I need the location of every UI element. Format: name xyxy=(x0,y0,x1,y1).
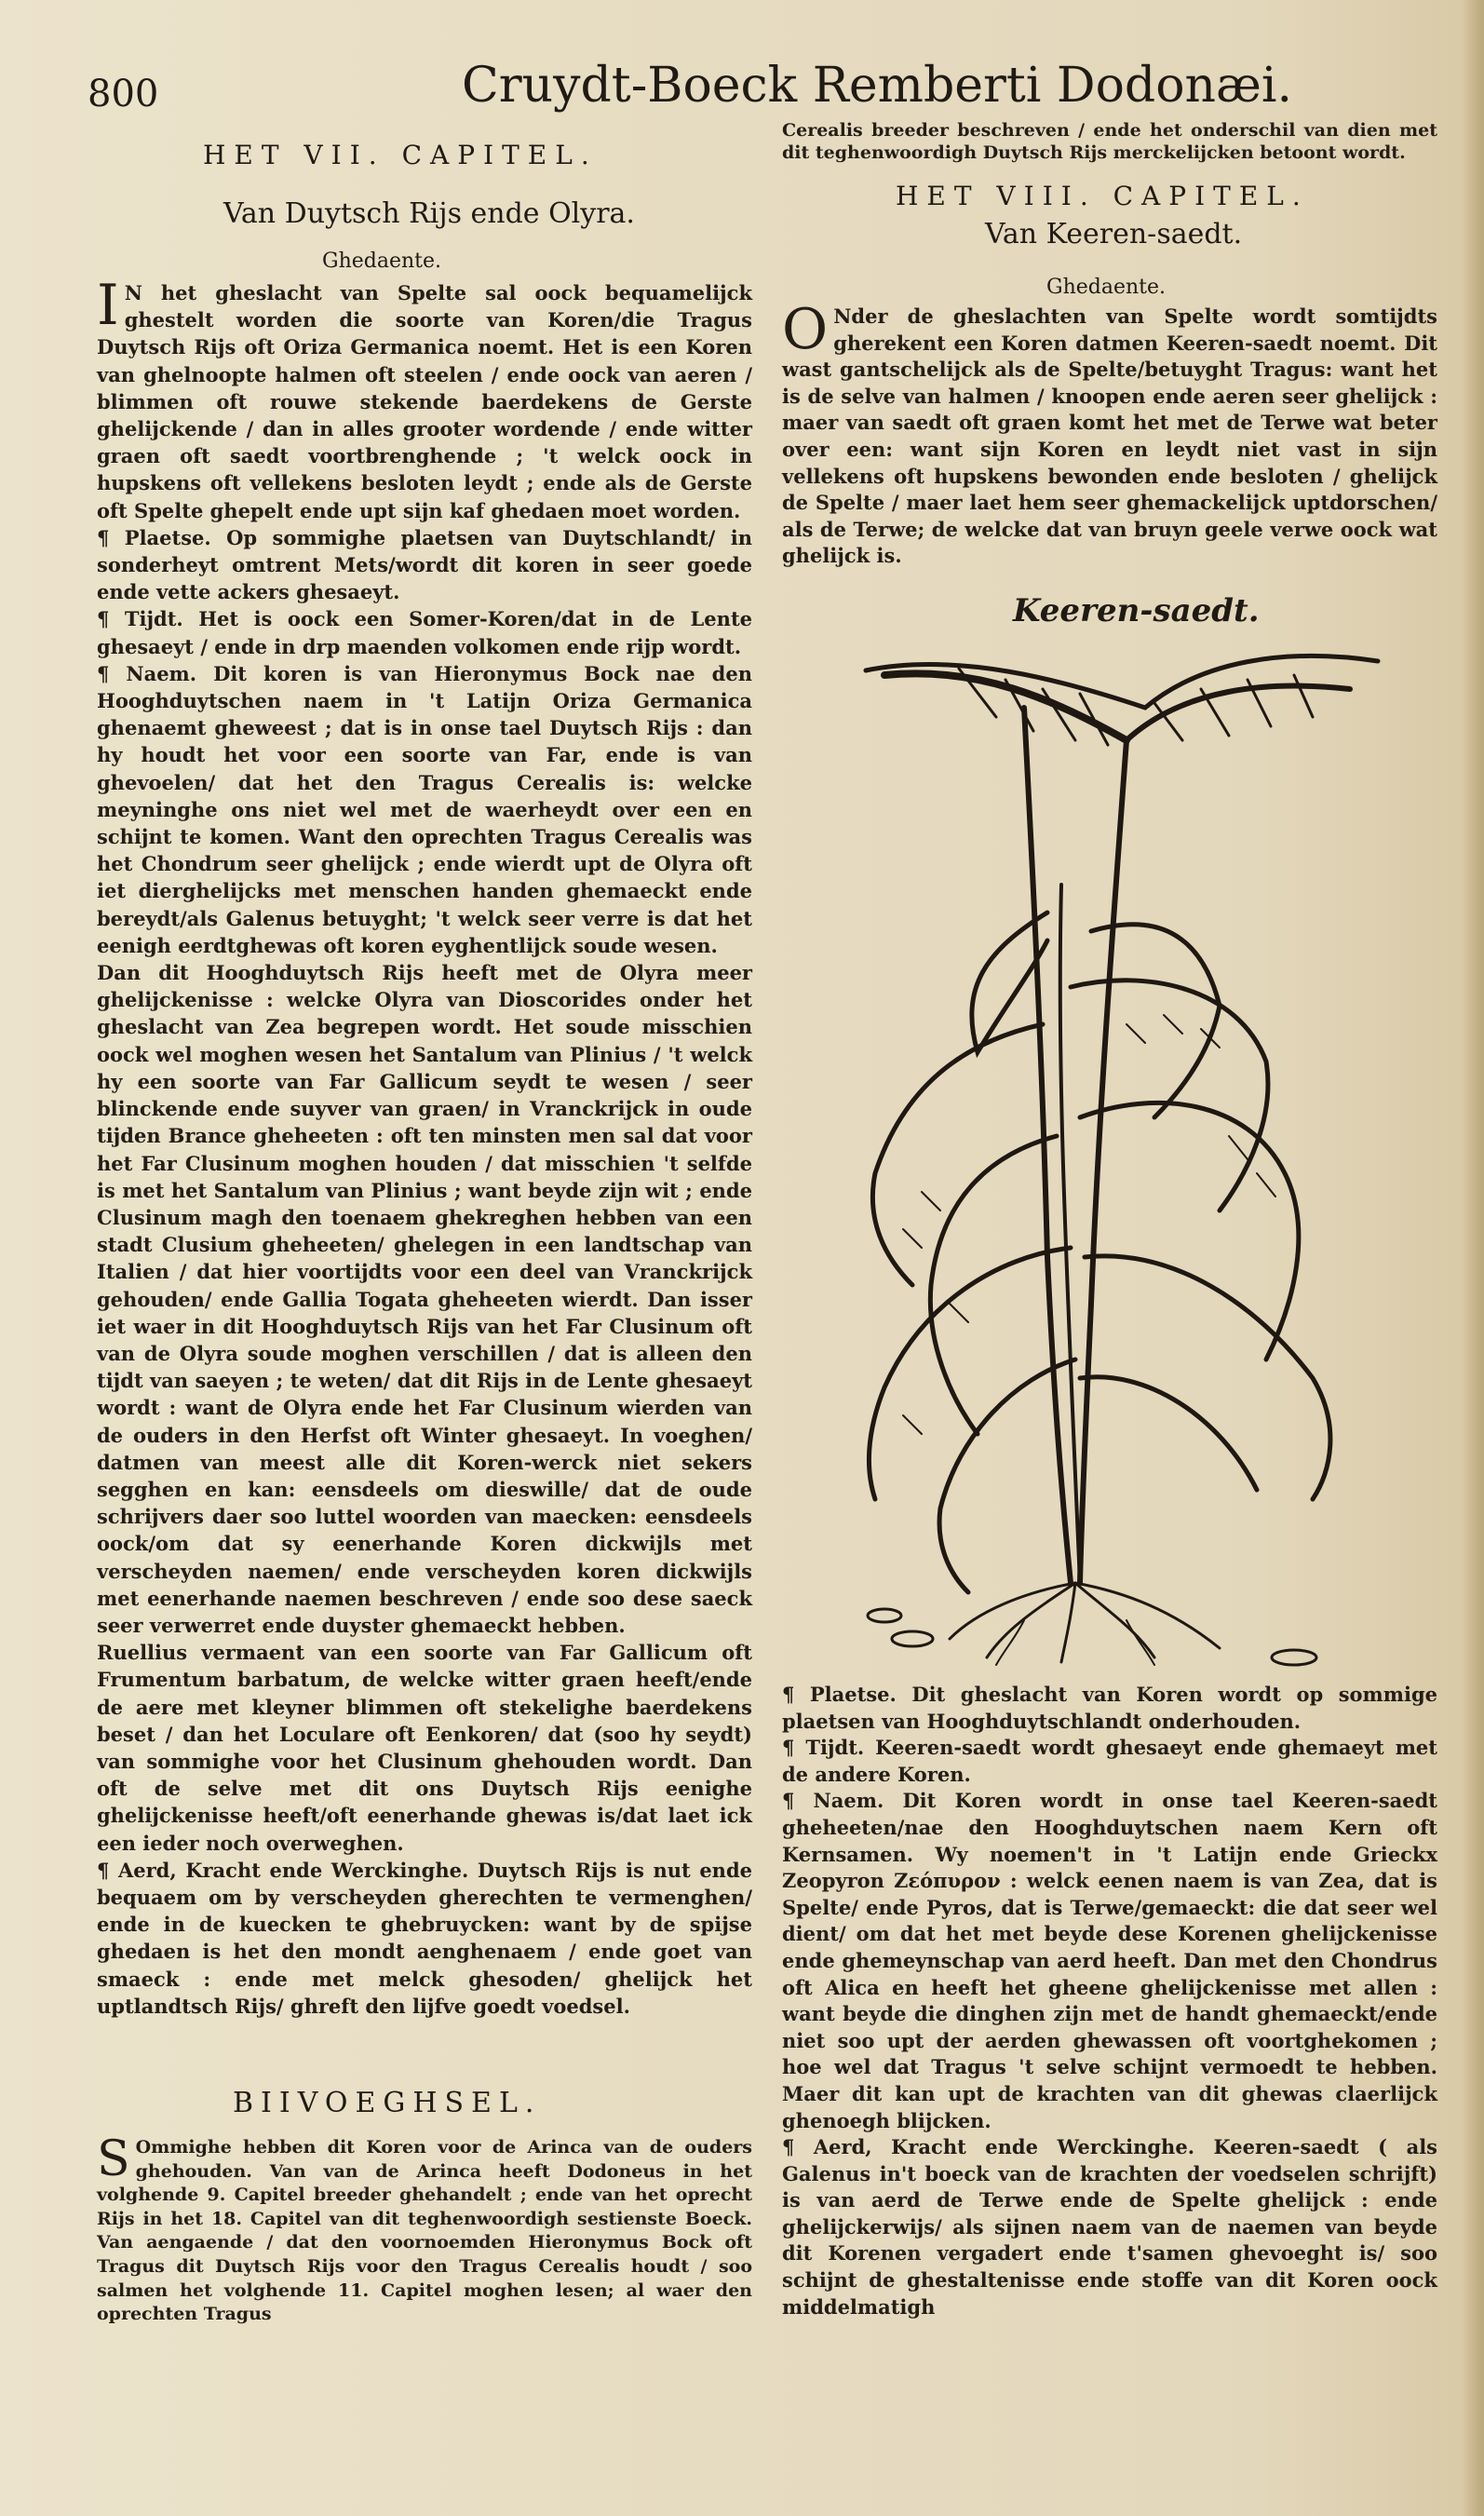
ghedaente-text-left: N het gheslacht van Spelte sal oock bequamelijck ghestelt worden die soorte van Koren/die Tragus Duytsch Rijs oft Oriza Germanica noemt. Het is een Koren van ghelnoopte halmen oft steelen / ende oock van aeren / blimmen oft rouwe stekende baerdekens de Gerste ghelijckende / dan in alles grooter wordende / ende witter graen oft saedt voortbrenghende ; 't welck oock in hupskens oft vellekens besloten leydt ; ende als de Gerste oft Spelte ghepelt ende upt sijn kaf ghedaen moet worden. xyxy=(97,281,752,522)
naem-text-left: ¶ Naem. Dit koren is van Hieronymus Bock nae den Hooghduytschen naem in 't Latijn Oriza Germanica ghenaemt gheweest ; dat is in onse tael Duytsch Rijs : dan hy houdt het voor een soorte van Far, ende is van ghevoelen/ dat het den Tragus Cerealis is: welcke meyninghe ons niet wel met de waerheydt over een en schijnt te komen. Want den oprechten Tragus Cerealis was het Chondrum seer ghelijck ; ende wierdt upt de Olyra oft iet dierghelijcks met menschen handen ghemaeckt ende bereydt/als Galenus betuyght; 't welck seer verre is dat het eenigh eerdtghewas oft koren eyghentlijck soude wesen. xyxy=(97,661,752,957)
olyra-text: Dan dit Hooghduytsch Rijs heeft met de Olyra meer ghelijckenisse : welcke Olyra van Dioscorides onder het gheslacht van Zea begrepen wordt. Het soude misschien oock wel moghen wesen het Santalum van Plinius / 't welck hy een soorte van Far Gallicum seydt te wesen / seer blinckende ende suyver van graen/ in Vranckrijck in oude tijden Brance gheheeten : oft ten minsten men sal dat voor het Far Clusinum moghen houden / dat misschien 't selfde is met het Santalum van Plinius ; want beyde zijn wit ; ende Clusinum magh den toenaem ghekreghen hebben van een stadt Clusium gheheeten/ ghelegen in een landtschap van Italien / dat hier voortijdts voor een deel van Vranckrijck gehouden/ ende Gallia Togata gheheeten wierdt. Dan isser iet waer in dit Hooghduytsch Rijs van het Far Clusinum oft van de Olyra soude moghen verschillen / dat is alleen den tijdt van saeyen ; te weten/ dat dit Rijs in de Lente ghesaeyt wordt : want de Olyra ende het Far Clusinum wierden van de ouders in den Herfst oft Winter ghesaeyt. In voeghen/ datmen van meest alle dit Koren-werck niet sekers segghen en kan: eensdeels om dieswille/ dat de oude schrijvers daer soo luttel woorden van maecken: eensdeels oock/om dat sy eenerhande Koren dickwijls met verscheyden naemen/ ende verscheyden koren dickwijls met eenerhande naemen beschreven / ende soo dese saeck seer verwerret ende duyster ghemaeckt hebben. xyxy=(97,961,752,1637)
ghedaente-heading-right: Ghedaente. xyxy=(1046,276,1167,299)
dropcap-o: O xyxy=(782,297,829,362)
right-body-bottom xyxy=(782,1682,1437,2320)
continuation-text: Cerealis breeder beschreven / ende het onderschil van dien met dit teghenwoordigh Duytsch Rijs merckelijcken betoont wordt. xyxy=(782,120,1437,163)
ghedaente-text-right: Nder de gheslachten van Spelte wordt somtijdts gherekent een Koren datmen Keeren-saedt noemt. Dit wast gantschelijck als de Spelte/betuyght Tragus: want het is de selve van halmen / knoopen ende aeren seer ghelijck : maer van saedt oft graen komt het met de Terwe wat beter over een: want sijn Koren en leydt niet vast in sijn vellekens oft hupskens bewonden ende besloten / ghelijck de Spelte / maer laet hem seer ghemackelijck uptdorschen/ als de Terwe; de welcke dat van bruyn geele verwe oock wat ghelijck is. xyxy=(782,304,1437,568)
page-number: 800 xyxy=(88,73,159,115)
aerd-text-right: ¶ Aerd, Kracht ende Werckinghe. Keeren-saedt ( als Galenus in't boeck van de krachten der voedselen schrijft) is van aerd de Terwe ende de Spelte ghelijck : ende ghelijckerwijs/ als sijnen naem van de naemen van beyde dit Korenen vergadert ende t'samen ghevoeght is/ soo schijnt de ghestaltenisse ende stoffe van dit Koren oock middelmatigh xyxy=(782,2135,1437,2319)
keeren-saedt-woodcut-image xyxy=(847,652,1387,1667)
dropcap-i: I xyxy=(97,273,119,338)
plaetse-text-left: ¶ Plaetse. Op sommighe plaetsen van Duytschlandt/ in sonderheyt omtrent Mets/wordt dit koren in seer goede ende vette ackers ghesaeyt. xyxy=(97,525,752,604)
illustration-title: Keeren-saedt. xyxy=(1013,592,1260,629)
chapter-subtitle-vii: Van Duytsch Rijs ende Olyra. xyxy=(223,197,635,230)
ruellius-text: Ruellius vermaent van een soorte van Far Gallicum oft Frumentum barbatum, de welcke witter graen heeft/ende de aere met kleyner blimmen oft stekelighe baerdekens beset / dan het Loculare oft Eenkoren/ dat (soo hy seydt) van sommighe voor het Clusinum ghehouden wordt. Dan oft de selve met dit ons Duytsch Rijs eenighe ghelijckenisse heeft/oft eenerhande ghewas is/dat laet ick een ieder noch overweghen. xyxy=(97,1641,752,1855)
plaetse-text-right: ¶ Plaetse. Dit gheslacht van Koren wordt op sommige plaetsen van Hooghduytschlandt onderhouden. xyxy=(782,1683,1437,1733)
tijdt-text-left: ¶ Tijdt. Het is oock een Somer-Koren/dat in de Lente ghesaeyt / ende in drp maenden volkomen ende rijp wordt. xyxy=(97,607,752,658)
bijvoeghsel-heading: BIIVOEGHSEL. xyxy=(233,2087,542,2119)
ghedaente-heading-left: Ghedaente. xyxy=(322,250,442,273)
right-body-top xyxy=(782,297,1437,570)
chapter-subtitle-viii: Van Keeren-saedt. xyxy=(985,218,1243,250)
page-edge xyxy=(1464,0,1484,2516)
aerd-text-left: ¶ Aerd, Kracht ende Werckinghe. Duytsch Rijs is nut ende bequaem om by verscheyden gherechten te vermenghen/ ende in de kuecken te ghebruycken: want by de spijse ghedaen is het den mondt aenghenaem / ende goet van smaeck : ende met melck ghesoden/ ghelijck het uptlandtsch Rijs/ ghreft den lijfve goedt voedsel. xyxy=(97,1858,752,2018)
dropcap-s: S xyxy=(97,2131,130,2187)
naem-text-right: ¶ Naem. Dit Koren wordt in onse tael Keeren-saedt gheheeten/nae den Hooghduytschen naem Kern oft Kernsamen. Wy noemen't in 't Latijn ende Grieckx Zeopyron Ζεόπυρον : welck eenen naem is van Zea, dat is Spelte/ ende Pyros, dat is Terwe/gemaeckt: die dat seer wel dient/ om dat het met beyde dese Korenen ghelijckenisse ende ghemeynschap van aerd heeft. Dan met den Chondrus oft Alica en heeft het gheene ghelijckenisse met allen : want beyde die dinghen zijn met de handt ghemaeckt/ende niet soo upt der aerden ghewassen oft voortghekomen ; hoe wel dat Tragus 't selve schijnt vermoedt te hebben. Maer dit kan upt de krachten van dit ghewas claerlijck ghenoegh blijcken. xyxy=(782,1789,1437,2132)
bijvoeghsel-text: Ommighe hebben dit Koren voor de Arinca van de ouders ghehouden. Van van de Arinca heeft Dodoneus in het volghende 9. Capitel breeder ghehandelt ; ende van het oprecht Rijs in het 18. Capitel van dit teghenwoordigh sestienste Boeck. Van aengaende / dat den voornoemden Hieronymus Bock oft Tragus dit Duytsch Rijs voor den Tragus Cerealis houdt / soo salmen het volghende 11. Capitel moghen lesen; al waer den oprechten Tragus xyxy=(97,2137,752,2325)
chapter-heading-vii: HET VII. CAPITEL. xyxy=(203,140,598,170)
bijvoeghsel-body xyxy=(97,2131,752,2327)
tijdt-text-right: ¶ Tijdt. Keeren-saedt wordt ghesaeyt ende ghemaeyt met de andere Koren. xyxy=(782,1736,1437,1786)
chapter-heading-viii: HET VIII. CAPITEL. xyxy=(896,181,1309,211)
left-body xyxy=(97,273,752,2020)
running-head: Cruydt-Boeck Remberti Dodonæi. xyxy=(462,58,1293,114)
